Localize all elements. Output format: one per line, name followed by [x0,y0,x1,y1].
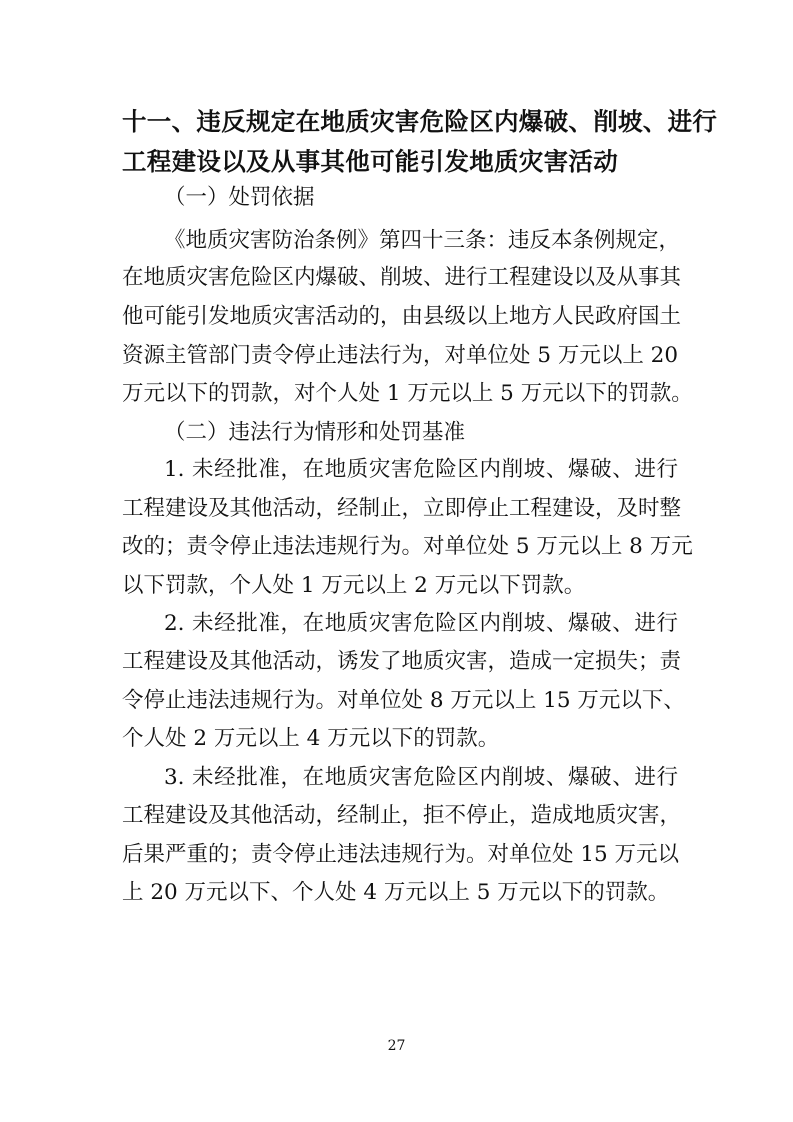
item-1-line-1: 1. 未经批准，在地质灾害危险区内削坡、爆破、进行 [164,457,678,482]
item-2-line-2: 工程建设及其他活动，诱发了地质灾害，造成一定损失；责 [122,649,682,674]
basis-paragraph-line-3: 他可能引发地质灾害活动的，由县级以上地方人民政府国土 [122,304,682,329]
item-1-line-4: 以下罚款，个人处 1 万元以上 2 万元以下罚款。 [122,573,586,598]
section-title-line-2: 工程建设以及从事其他可能引发地质灾害活动 [122,147,618,176]
penalty-basis-heading: （一）处罚依据 [164,185,315,210]
section-title-line-1: 十一、违反规定在地质灾害危险区内爆破、削坡、进行 [122,107,718,136]
violation-benchmark-heading: （二）违法行为情形和处罚基准 [164,420,466,445]
basis-paragraph-line-1: 《地质灾害防治条例》第四十三条：违反本条例规定， [164,228,681,253]
basis-paragraph-line-5: 万元以下的罚款，对个人处 1 万元以上 5 万元以下的罚款。 [122,381,693,406]
basis-paragraph-line-4: 资源主管部门责令停止违法行为，对单位处 5 万元以上 20 [122,343,679,368]
item-1-line-3: 改的；责令停止违法违规行为。对单位处 5 万元以上 8 万元 [122,534,693,559]
item-3-line-3: 后果严重的；责令停止违法违规行为。对单位处 15 万元以 [122,842,680,867]
basis-paragraph-line-2: 在地质灾害危险区内爆破、削坡、进行工程建设以及从事其 [122,265,682,290]
item-1-line-2: 工程建设及其他活动，经制止，立即停止工程建设，及时整 [122,496,682,521]
page-number: 27 [387,1038,406,1054]
item-3-line-2: 工程建设及其他活动，经制止，拒不停止，造成地质灾害， [122,803,682,828]
item-3-line-4: 上 20 万元以下、个人处 4 万元以上 5 万元以下的罚款。 [122,880,670,905]
item-2-line-3: 令停止违法违规行为。对单位处 8 万元以上 15 万元以下、 [122,688,685,713]
item-2-line-4: 个人处 2 万元以上 4 万元以下的罚款。 [122,726,500,751]
item-3-line-1: 3. 未经批准，在地质灾害危险区内削坡、爆破、进行 [164,765,678,790]
item-2-line-1: 2. 未经批准，在地质灾害危险区内削坡、爆破、进行 [164,611,678,636]
